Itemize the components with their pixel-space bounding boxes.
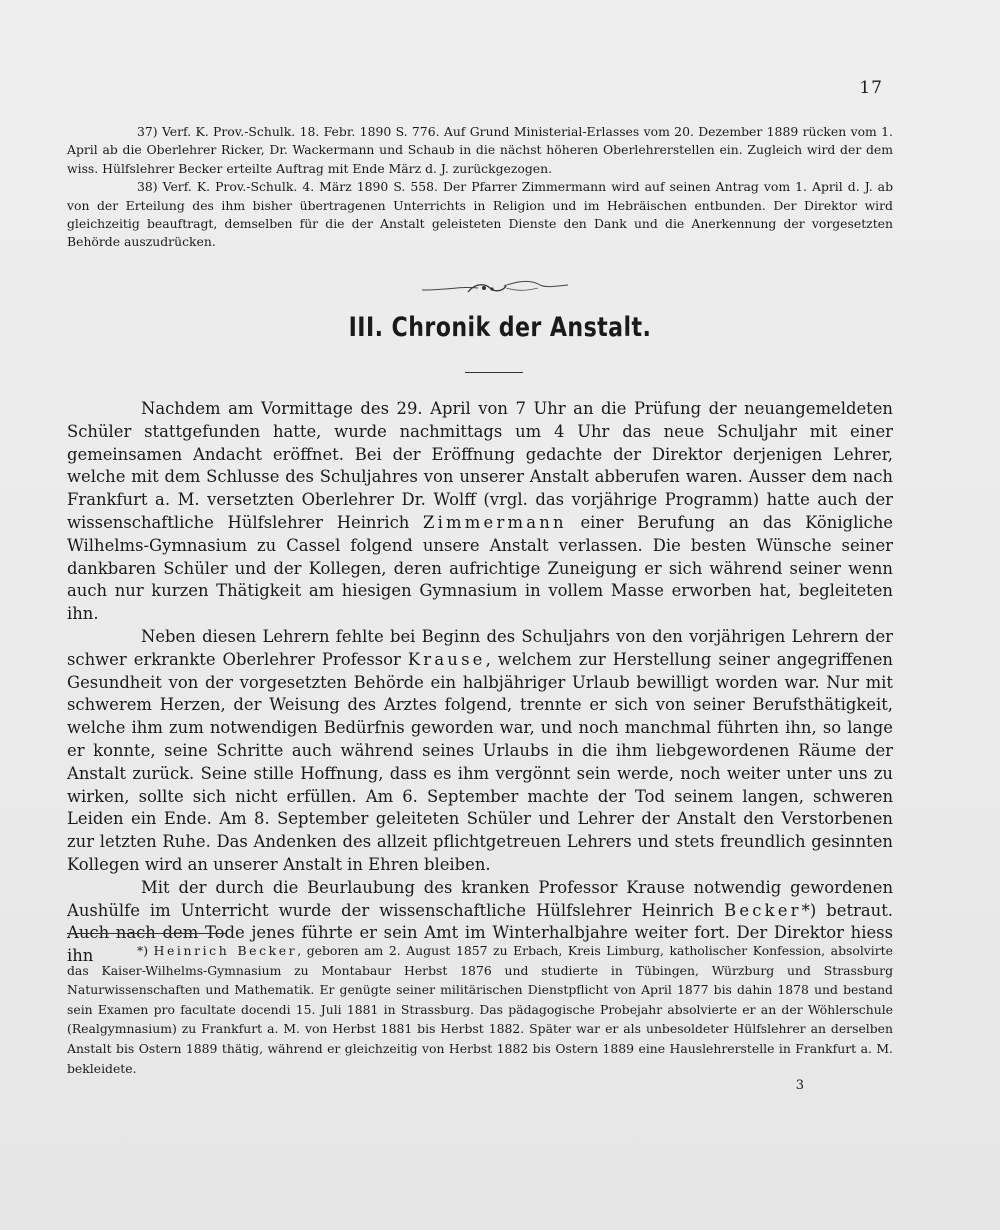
footnote-mark: *) xyxy=(137,943,149,958)
paragraph-2-part-b: , welchem zur Herstellung seiner angegriffenen Gesundheit von der vorgesetzten Behörde ein halbjähriger Urlaub bewilligt worden war. Nur mit schwerem Herzen, der Weisung des Arztes folgend, trennte er sich von seiner Berufsthätigkeit, welche ihm zum notwendigen Bedürfnis geworden war, und noch manchmal führten ihn, so lange er konnte, seine Schritte auch während seines Urlaubs in die ihm liebgewordenen Räume der Anstalt zurück. Seine stille Hoffnung, dass es ihm vergönnt sein werde, noch weiter unter uns zu wirken, sollte sich nicht erfüllen. Am 6. September machte der Tod seinem langen, schweren Leiden ein Ende. Am 8. September geleiteten Schüler und Lehrer der Anstalt den Verstorbenen zur letzten Ruhe. Das Andenken des allzeit pflichtgetreuen Lehrers und stets freundlich gesinnten Kollegen wird an unserer Anstalt in Ehren bleiben. xyxy=(67,649,893,874)
spaced-name-zimmermann: Zimmermann xyxy=(423,512,567,532)
note-38: 38) Verf. K. Prov.-Schulk. 4. März 1890 S. 558. Der Pfarrer Zimmermann wird auf seinen Antrag vom 1. April d. J. ab von der Erteilung des ihm bisher übertragenen Unterrichts in Religion und im Hebräischen entbunden. Der Direktor wird gleichzeitig beauftragt, demselben für die der Anstalt geleisteten Dienste den Dank und die Anerkennung der vorgesetzten Behörde auszudrücken. xyxy=(67,179,893,250)
chronicle-body xyxy=(67,398,893,968)
title-rule xyxy=(465,372,523,373)
footnote-text: , geboren am 2. August 1857 zu Erbach, Kreis Limburg, katholischer Konfession, absolvirte das Kaiser-Wilhelms-Gymnasium zu Montabaur Herbst 1876 und studierte in Tübingen, Würzburg und Strassburg Naturwissenschaften und Mathematik. Er genügte seiner militärischen Dienstpflicht von April 1877 bis dahin 1878 und bestand sein Examen pro facultate docendi 15. Juli 1881 in Strassburg. Das pädagogische Probejahr absolvierte er an der Wöhlerschule (Realgymnasium) zu Frankfurt a. M. von Herbst 1881 bis Herbst 1882. Später war er als unbesoldeter Hülfslehrer an derselben Anstalt bis Ostern 1889 thätig, während er gleichzeitig von Herbst 1882 bis Ostern 1889 eine Hauslehrerstelle in Frankfurt a. M. bekleidete. xyxy=(67,943,893,1076)
paragraph-1 xyxy=(67,398,893,626)
ornament-divider xyxy=(420,276,570,300)
editorial-notes xyxy=(67,123,893,252)
paragraph-3-part-a: Mit der durch die Beurlaubung des kranken Professor Krause notwendig gewordenen Aushülfe im Unterricht wurde der wissenschaftliche Hülfslehrer Heinrich xyxy=(67,877,893,920)
paragraph-1-part-a: Nachdem am Vormittage des 29. April von 7 Uhr an die Prüfung der neuangemeldeten Schüler stattgefunden hatte, wurde nachmittags um 4 Uhr das neue Schuljahr mit einer gemeinsamen Andacht eröffnet. Bei der Eröffnung gedachte der Direktor derjenigen Lehrer, welche mit dem Schlusse des Schuljahres von unserer Anstalt abberufen waren. Ausser dem nach Frankfurt a. M. versetzten Oberlehrer Dr. Wolff (vrgl. das vorjährige Programm) hatte auch der wissenschaftliche Hülfslehrer Heinrich xyxy=(67,399,893,532)
spaced-name-krause: Krause xyxy=(407,649,486,669)
spaced-name-becker: Becker xyxy=(724,900,802,920)
footnote-name: Heinrich Becker xyxy=(153,943,298,958)
paragraph-2 xyxy=(67,626,893,877)
footnote xyxy=(67,941,893,1078)
paragraph-3-part-b: *) betraut. Auch nach dem Tode jenes führte er sein Amt im Winterhalbjahre weiter fort. Der Direktor hiess ihn xyxy=(67,900,893,966)
page-number: 17 xyxy=(859,78,883,98)
note-37: 37) Verf. K. Prov.-Schulk. 18. Febr. 1890 S. 776. Auf Grund Ministerial-Erlasses vom 20. Dezember 1889 rücken vom 1. April ab die Oberlehrer Ricker, Dr. Wackermann und Schaub in die nächst höheren Oberlehrerstellen ein. Zugleich wird der dem wiss. Hülfslehrer Becker erteilte Auftrag mit Ende März d. J. zurückgezogen. xyxy=(67,124,893,176)
footnote-rule xyxy=(67,933,227,934)
footnote-becker xyxy=(67,941,893,1078)
signature-mark: 3 xyxy=(795,1078,804,1093)
paragraph-2-part-a: Neben diesen Lehrern fehlte bei Beginn des Schuljahrs von den vorjährigen Lehrern der schwer erkrankte Oberlehrer Professor xyxy=(67,626,893,669)
paragraph-1-part-b: einer Berufung an das Königliche Wilhelms-Gymnasium zu Cassel folgend unsere Anstalt verlassen. Die besten Wünsche seiner dankbaren Schüler und der Kollegen, deren aufrichtige Zuneigung er sich während seiner wenn auch nur kurzen Thätigkeit am hiesigen Gymnasium in vollem Masse erworben hat, begleiteten ihn. xyxy=(67,512,893,624)
section-title: III. Chronik der Anstalt. xyxy=(348,312,652,343)
